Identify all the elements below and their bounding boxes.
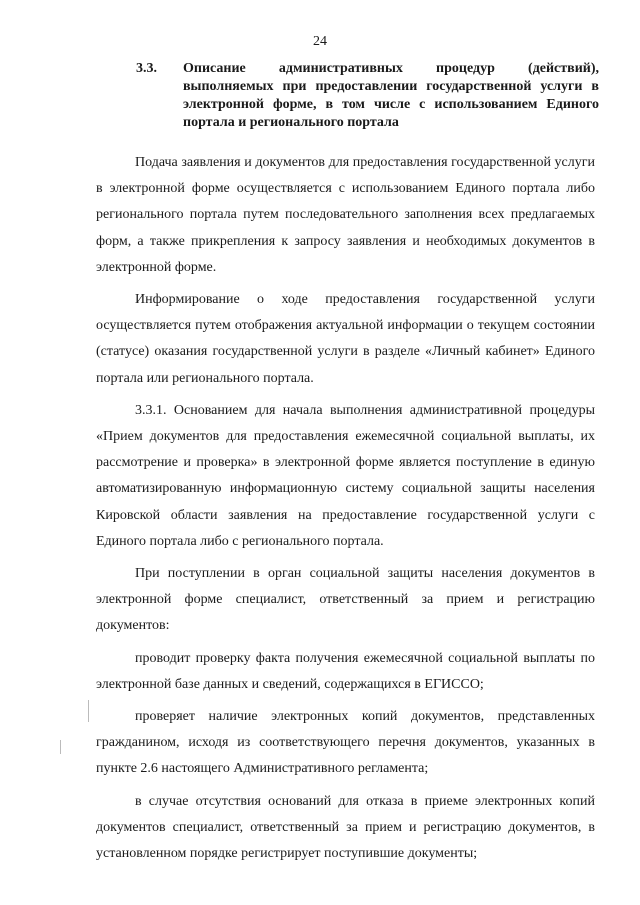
scan-mark: [60, 740, 61, 754]
paragraph: в случае отсутствия оснований для отказа в приеме электронных копий документов специалист, ответственный за прием и регистрацию документов, в установленном порядке регистрирует поступившие документы;: [96, 793, 595, 862]
paragraph: При поступлении в орган социальной защиты населения документов в электронной форме специалист, ответственный за прием и регистрацию документов:: [96, 566, 595, 634]
scan-mark: [88, 700, 89, 722]
paragraph: 3.3.1. Основанием для начала выполнения административной процедуры «Прием документов для предоставления ежемесячной социальной выплаты, их рассмотрение и проверка» в электронной форме является поступление в единую автоматизированную информационную систему социальной защиты населения Кировской области заявления на предоставление государственной услуги с Единого портала либо с регионального портала.: [96, 402, 595, 549]
paragraph: проводит проверку факта получения ежемесячной социальной выплаты по электронной базе данных и сведений, содержащихся в ЕГИССО;: [96, 650, 595, 692]
section-heading: [136, 60, 599, 132]
section-number: 3.3.: [136, 61, 157, 76]
paragraph: проверяет наличие электронных копий документов, представленных гражданином, исходя из соответствующего перечня документов, указанных в пункте 2.6 настоящего Административного регламента;: [96, 709, 595, 777]
page-number: 24: [313, 34, 327, 49]
paragraph: Информирование о ходе предоставления государственной услуги осуществляется путем отображения актуальной информации о текущем состоянии (статусе) оказания государственной услуги в разделе «Личный кабинет» Единого портала или регионального портала.: [96, 292, 595, 386]
paragraph: Подача заявления и документов для предоставления государственной услуги в электронной форме осуществляется с использованием Единого портала либо регионального портала путем последовательного заполнения всех предлагаемых форм, а также прикрепления к запросу заявления и необходимых документов в электронной форме.: [96, 155, 595, 275]
section-title: Описание административных процедур (действий), выполняемых при предоставлении государственной услуги в электронной форме, в том числе с использованием Единого портала и регионального портала: [183, 61, 599, 130]
document-body: [96, 150, 595, 867]
